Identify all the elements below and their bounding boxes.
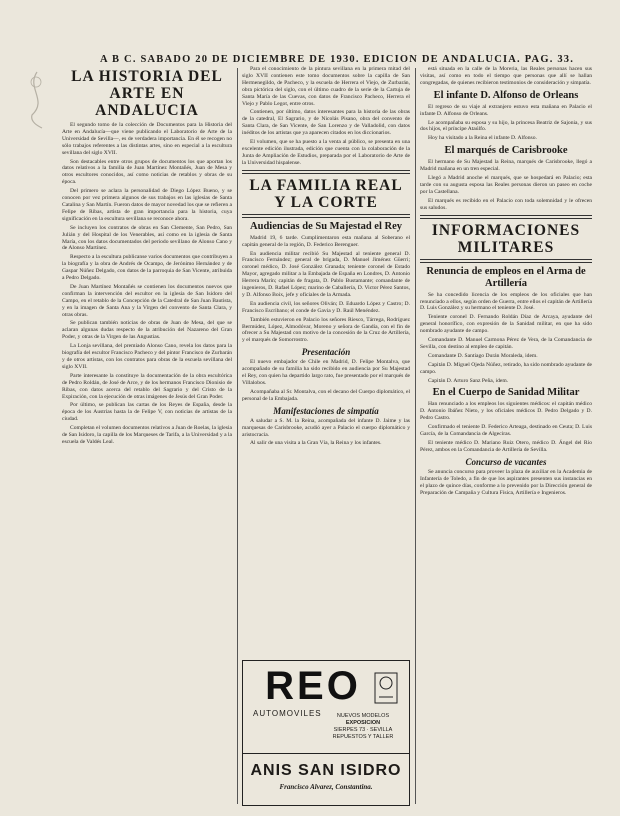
- ad-anis-product: ANIS SAN ISIDRO: [250, 762, 402, 779]
- article-paragraph: El hermano de Su Majestad la Reina, marqués de Carisbrooke, llegó a Madrid mañana en un tren especial.: [420, 159, 592, 173]
- article-paragraph: Hoy ha visitado a la Reina el infante D. Alfonso.: [428, 135, 537, 142]
- article-paragraph: En audiencia civil, los señores Oliván; D. Eduardo López y Castro; D. Francisco Escribano; el conde de Gavia y D. Raúl Menéndez.: [242, 300, 410, 314]
- page-header: A B C. SABADO 20 DE DICIEMBRE DE 1930. EDICION DE ANDALUCIA. PAG. 33.: [100, 54, 575, 65]
- ad-anis-maker: Francisco Alvarez, Constantina.: [279, 783, 373, 791]
- column-3: [420, 66, 592, 806]
- article-paragraph: Se anuncia concurso para proveer la plaza de auxiliar en la Academia de Infantería de Toledo, a fin de que los aspirantes presenten sus instancias en el plazo de quince días, conforme a lo prevenido por la Dirección general de Preparación de Campaña y Cultura Física, Artillería e Ingenieros.: [420, 468, 592, 496]
- archive-stamp-mark: [22, 70, 52, 130]
- article-paragraph: También estuvieron en Palacio los señores Riesco, Tárrega, Rodríguez Bermúdez, López, Almodóvar, Moreno y señora de Gandía, con el fin de ofrecer a Su Majestad con motivo de la concesión de la Cruz de Artillería, y el marqués de Somorrostro.: [242, 316, 410, 344]
- article-title-historia-arte: LA HISTORIA DEL ARTE EN ANDALUCIA: [71, 68, 223, 119]
- article-paragraph: Completan el volumen documentos relativos a Juan de Roelas, la iglesia de San Isidoro, la capilla de los Marqueses de Tarifa, a la Universidad y a la escuela de Valdés Leal.: [62, 425, 232, 445]
- ad-reo-subtitle: AUTOMOVILES: [253, 709, 322, 718]
- article-paragraph: A saludar a S. M. la Reina, acompañada del infante D. Jaime y las marquesas de Carisbrooke, acudió ayer a Palacio el cuerpo diplomático y aristocracia.: [242, 417, 410, 438]
- section-rule: [420, 259, 592, 263]
- article-paragraph: Capitán D. Arturo Sanz Peña, idem.: [428, 377, 509, 384]
- ad-reo-panel: [243, 661, 409, 754]
- ad-line: REPUESTOS Y TALLER: [332, 734, 394, 740]
- article-paragraph: Teniente coronel D. Fernando Roldán Díaz de Arcaya, ayudante del general honorífico, con expresión de la Sanidad militar, en que ha sido nombrado ayudante de campo.: [420, 314, 592, 335]
- article-paragraph: Han renunciado a los empleos los siguientes médicos: el capitán médico D. Antonio Ibáñez Nieto, y los oficiales médicos D. Pedro Delgado y D. Pedro Castro.: [420, 401, 592, 422]
- section-rule: [420, 215, 592, 219]
- article-paragraph: De Juan Martínez Montañés se contienen los documentos nuevos que confirman la intervención del escultor en la iglesia de San Isidoro del Campo, en el retablo de la Concepción de la Catedral de San Juan Bautista, y en la imagen de Santa Ana y la Virgen del convento de Santa Clara, y otras obras.: [62, 283, 232, 318]
- subheading-presentacion: Presentación: [301, 347, 351, 358]
- article-paragraph: El nuevo embajador de Chile en Madrid, D. Felipe Montalva, que acompañado de su familia ha sido recibido en audiencia por Su Majestad el Rey, con quien ha departido largo rato, fue presentado por el marqués de Villalobos.: [242, 359, 410, 386]
- article-paragraph: Parte interesante la constituye la documentación de la obra escultórica de Pedro Roldán, de José de Arce, y de los hermanos Francisco Dionisio de Ribas, con datos acerca del retablo del Sagrario y del Cristo de la Expiración, con la ejecución de otras imágenes de Jesús del Gran Poder.: [62, 372, 232, 400]
- subheading-carisbrooke: El marqués de Carisbrooke: [444, 145, 568, 157]
- ad-line: NUEVOS MODELOS: [336, 713, 390, 719]
- article-paragraph: Le acompañaba su esposa y su hijo, la princesa Beatriz de Sajonia, y sus dos hijos, el príncipe Ataúlfo.: [420, 119, 592, 133]
- ad-reo-details: [323, 713, 403, 741]
- article-paragraph: El regreso de su viaje al extranjero estuvo esta mañana en Palacio el infante D. Alfonso de Orleans.: [420, 103, 592, 117]
- section-title-familia-real: LA FAMILIA REAL Y LA CORTE: [249, 176, 403, 211]
- article-paragraph: El volumen, que se ha puesto a la venta al público, se presenta en una excelente edición ilustrada, edición que cuenta con la colaboración de la Junta de Ampliación de Estudios, preparada por el Laboratorio de Arte de la Universidad hispalense.: [242, 139, 410, 166]
- advertisement-box: [242, 660, 410, 806]
- article-paragraph: Comandante D. Manuel Carmona Pérez de Vera, de la Comandancia de Sevilla, con destino al empleo de capitán.: [420, 337, 592, 350]
- article-paragraph: Por último, se publican las cartas de los Reyes de España, desde la época de los Austrias hasta la de Felipe V, con noticias de artistas de la ciudad.: [62, 402, 232, 423]
- section-rule: [242, 170, 410, 174]
- ad-line: SIERPES 73 · SEVILLA: [333, 727, 393, 733]
- column-divider-2: [415, 68, 416, 804]
- ad-line: EXPOSICION: [345, 720, 381, 726]
- article-paragraph: El teniente médico D. Mariano Ruiz Otero, médico D. Ángel del Río Pérez, ambos en la Comandancia de Artillería de Sevilla.: [420, 440, 592, 453]
- article-paragraph: El marqués es recibido en el Palacio con toda solemnidad y le ofrecen sus saludos.: [420, 197, 592, 211]
- article-paragraph: Contienen, por último, datos interesantes para la historia de las obras de la catedral, El Sagrario, y de Nicolás Pisano, obra del convento de Santa Clara, de San Vicente, de San Lorenzo y de Valladolid, con datos inéditos de los artistas que ya aparecen citados en los diccionarios.: [242, 109, 410, 137]
- article-paragraph: Del primero se aclara la personalidad de Diego López Bueno, y se conocen por vez primera algunos de sus trabajos en las iglesias de Santa Catalina y San Martín. Fueron datos de mayor novedad los que se refieren a Felipe de Ribas, artista de gran importancia para la historia, cuya significación en la escultura sevillana se reconoce ahora.: [62, 188, 232, 222]
- subheading-audiencias: Audiencias de Su Majestad el Rey: [250, 220, 402, 232]
- subheading-simpatia: Manifestaciones de simpatía: [273, 405, 379, 416]
- section-rule: [242, 214, 410, 218]
- article-paragraph: Llegó a Madrid anoche el marqués, que se hospedará en Palacio; esta tarde con su augusta esposa las Reales personas dieron un paseo en coche por la Castellana.: [420, 175, 592, 195]
- article-paragraph: Capitán D. Miguel Ojeda Núñez, retirado, ha sido nombrado ayudante de campo.: [420, 361, 592, 375]
- column-2: [242, 66, 410, 656]
- article-paragraph: Respecto a la escultura publicanse varios documentos que contribuyen a la biografía y la obra de Andrés de Ocampo, de Jerónimo Hernández y de Gaspar Núñez Delgado, con datos de la parroquia de San Vicente, atribuida a Pedro Delgado.: [62, 254, 232, 282]
- article-paragraph: Comandante D. Santiago Durán Moraleda, idem.: [428, 352, 538, 359]
- subheading-concurso: Concurso de vacantes: [465, 456, 547, 467]
- article-paragraph: El segundo tomo de la colección de Documentos para la Historia del Arte en Andalucía—que viene publicando el Laboratorio de Arte de la Universidad de Sevilla—, es de verdadera importancia. En él se recogen no sólo trabajos referentes a las distintas artes, sino en especial a la escultura sevillana del siglo XVII.: [62, 122, 232, 156]
- car-illustration-icon: [371, 667, 401, 707]
- article-paragraph: Se incluyen los contratos de obras en San Clemente, San Pedro, San Julián y del Hospital de los Venerables, así como en la iglesia de Santa María, con los datos documentados del periodo sevillano de Alonso Cano y de Alonso Martínez.: [62, 224, 232, 252]
- article-paragraph: Se publican también noticias de obras de Juan de Mesa, del que se aclaran algunas dudas respecto de la atribución del Nazareno del Gran Poder, y otras de la Virgen de las Angustias.: [62, 320, 232, 341]
- article-paragraph: La Lonja sevillana, del premiado Alonso Cano, revela los datos para la biografía del escultor Francisco Pacheco y del pintor Francisco de Zurbarán y de otros artistas, con los contratos para obras de la escuela sevillana del siglo XVII.: [62, 343, 232, 370]
- article-paragraph: Al salir de una visita a la Gran Vía, la Reina y los infantes.: [250, 440, 382, 447]
- subheading-artilleria: Renuncia de empleos en el Arma de Artillería: [426, 265, 586, 289]
- article-paragraph: está situada en la calle de la Moreria, las Reales personas hacen sus visitas, así como en todo el tiempo que personas que allí se hallan congregadas, de quienes recibieron testimonios de consideración y simpatía.: [420, 66, 592, 86]
- section-title-informaciones-militares: INFORMACIONES MILITARES: [431, 221, 581, 256]
- subheading-sanidad-militar: En el Cuerpo de Sanidad Militar: [432, 387, 580, 399]
- column-1: [62, 66, 232, 806]
- article-paragraph: Para el conocimiento de la pintura sevillana en la primera mitad del siglo XVII contienen este tomo documentos sobre la capilla de San Hermenegildo, de Pacheco, y la escuela de Herrera el Viejo, de Zurbarán, obra pictórica del siglo, con el último cuadro de la serie de la Cartuja de Santa María de las Cuevas, con datos de Francisco Pacheco, Herrera el Viejo y Pablo Legot, entre otros.: [242, 66, 410, 107]
- article-paragraph: En audiencia militar recibió Su Majestad al teniente general D. Francisco Fernández; general de brigada, D. Manuel Jiménez Güerri; coronel médico, D. José González Granada; teniente coronel de Estado Mayor, agregado militar a la Embajada de España en Londres, D. Antonio Herrera Marín; capitán de fragata, D. Pablo Bustamante; comandante de ingenieros, D. Rafael López; marino de Caballería, D. Victor Pérez Santos, y D. Alfonso Boix, jefe y oficiales de la Armada.: [242, 250, 410, 298]
- article-paragraph: Acompañaba al Sr. Montalva, con el decano del Cuerpo diplomático, el personal de la Embajada.: [242, 388, 410, 402]
- article-paragraph: Se ha concedido licencia de los empleos de los oficiales que han renunciado a ellos, según orden de Guerra, entre ellos el capitán de Artillería D. Luis González y su hermano el teniente D. José.: [420, 291, 592, 312]
- column-divider-1: [237, 68, 238, 804]
- article-paragraph: Son destacables entre otros grupos de documentos los que aportan los datos relativos a la familia de Juan Martínez Montañés, Juan de Mesa y otros escultores conocidos, así como noticias de retablos y obras de su época.: [62, 158, 232, 186]
- ad-reo-brand: REO: [265, 664, 361, 708]
- article-paragraph: Confirmado el teniente D. Federico Arteaga, destinado en Ceuta; D. Luis García, de la Comandancia de Algeciras.: [420, 424, 592, 438]
- subheading-infante-orleans: El infante D. Alfonso de Orleans: [433, 89, 579, 101]
- article-paragraph: Madrid 19, 6 tarde. Cumplimentaron esta mañana al Soberano el capitán general de la región, D. Federico Berenguer.: [242, 234, 410, 248]
- ad-anis-panel: [243, 754, 409, 791]
